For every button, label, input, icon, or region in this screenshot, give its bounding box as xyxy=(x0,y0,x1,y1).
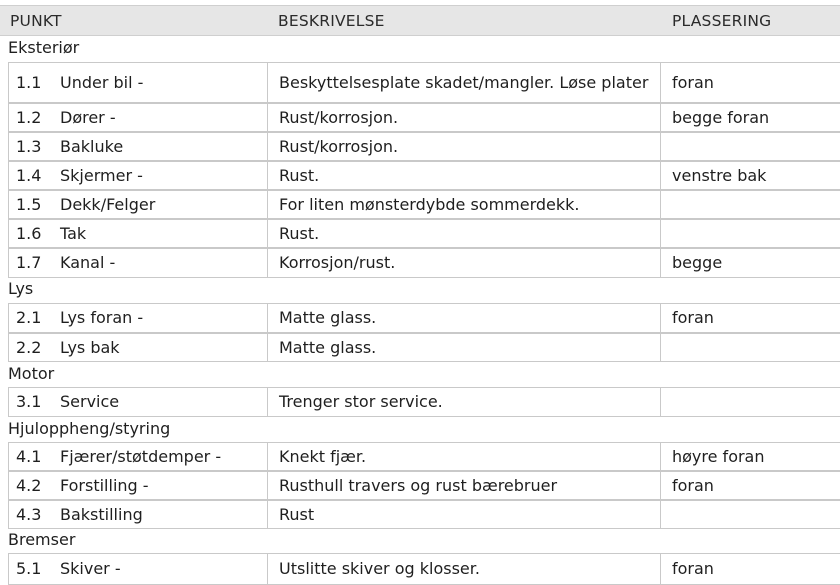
cell-loc: venstre bak xyxy=(672,166,767,185)
table-row xyxy=(8,442,840,471)
table-row xyxy=(8,62,840,103)
column-divider xyxy=(660,104,661,131)
column-divider xyxy=(267,104,268,131)
column-divider xyxy=(267,554,268,584)
cell-name: Skjermer - xyxy=(60,166,143,185)
cell-num: 1.5 xyxy=(16,195,42,214)
column-divider xyxy=(267,501,268,528)
cell-num: 4.3 xyxy=(16,505,42,524)
cell-num: 1.6 xyxy=(16,224,42,243)
cell-desc: Rusthull travers og rust bærebruer xyxy=(279,476,558,495)
column-divider xyxy=(660,443,661,470)
cell-name: Skiver - xyxy=(60,559,121,578)
section-title: Hjuloppheng/styring xyxy=(8,419,171,438)
column-divider xyxy=(267,443,268,470)
table-row xyxy=(8,248,840,278)
cell-desc: Trenger stor service. xyxy=(279,392,443,411)
header-punkt: PUNKT xyxy=(10,12,62,30)
cell-name: Fjærer/støtdemper - xyxy=(60,447,222,466)
column-divider xyxy=(660,220,661,247)
cell-name: Lys foran - xyxy=(60,308,144,327)
cell-name: Under bil - xyxy=(60,73,144,92)
section-title: Lys xyxy=(8,279,34,298)
column-divider xyxy=(660,162,661,189)
cell-desc: Rust. xyxy=(279,224,320,243)
column-divider xyxy=(660,554,661,584)
table-row xyxy=(8,219,840,248)
cell-name: Bakluke xyxy=(60,137,124,156)
table-row xyxy=(8,333,840,362)
column-divider xyxy=(267,133,268,160)
cell-desc: Knekt fjær. xyxy=(279,447,367,466)
column-divider xyxy=(660,304,661,332)
column-divider xyxy=(267,304,268,332)
cell-num: 4.1 xyxy=(16,447,42,466)
cell-num: 2.2 xyxy=(16,338,42,357)
cell-name: Bakstilling xyxy=(60,505,143,524)
column-divider xyxy=(660,334,661,361)
column-divider xyxy=(267,334,268,361)
column-divider xyxy=(267,191,268,218)
column-divider xyxy=(267,63,268,102)
cell-name: Lys bak xyxy=(60,338,120,357)
column-divider xyxy=(660,472,661,499)
cell-loc: foran xyxy=(672,308,714,327)
column-divider xyxy=(660,501,661,528)
cell-desc: Rust. xyxy=(279,166,320,185)
table-row xyxy=(8,387,840,417)
cell-num: 1.7 xyxy=(16,253,42,272)
cell-desc: Rust/korrosjon. xyxy=(279,108,399,127)
header-plassering: PLASSERING xyxy=(672,12,772,30)
cell-num: 1.3 xyxy=(16,137,42,156)
cell-loc: begge foran xyxy=(672,108,770,127)
section-title: Bremser xyxy=(8,530,76,549)
table-row xyxy=(8,553,840,585)
cell-desc: Matte glass. xyxy=(279,308,377,327)
table-row xyxy=(8,500,840,529)
section-title: Eksteriør xyxy=(8,38,80,57)
cell-name: Dekk/Felger xyxy=(60,195,156,214)
column-divider xyxy=(660,133,661,160)
cell-loc: høyre foran xyxy=(672,447,765,466)
cell-name: Forstilling - xyxy=(60,476,149,495)
column-divider xyxy=(267,162,268,189)
cell-desc: For liten mønsterdybde sommerdekk. xyxy=(279,195,580,214)
cell-desc: Matte glass. xyxy=(279,338,377,357)
column-divider xyxy=(267,472,268,499)
cell-num: 1.1 xyxy=(16,73,42,92)
table-row xyxy=(8,103,840,132)
table-row xyxy=(8,471,840,500)
cell-desc: Utslitte skiver og klosser. xyxy=(279,559,480,578)
cell-name: Kanal - xyxy=(60,253,116,272)
cell-name: Dører - xyxy=(60,108,116,127)
cell-num: 5.1 xyxy=(16,559,42,578)
table-row xyxy=(8,161,840,190)
cell-loc: foran xyxy=(672,73,714,92)
cell-name: Tak xyxy=(60,224,87,243)
cell-loc: foran xyxy=(672,559,714,578)
table-row xyxy=(8,303,840,333)
cell-num: 1.2 xyxy=(16,108,42,127)
column-divider xyxy=(660,191,661,218)
table-row xyxy=(8,132,840,161)
cell-num: 2.1 xyxy=(16,308,42,327)
column-divider xyxy=(267,249,268,277)
table-header xyxy=(0,5,840,36)
cell-name: Service xyxy=(60,392,120,411)
column-divider xyxy=(660,63,661,102)
cell-num: 4.2 xyxy=(16,476,42,495)
column-divider xyxy=(267,388,268,416)
cell-desc: Korrosjon/rust. xyxy=(279,253,396,272)
section-title: Motor xyxy=(8,364,55,383)
cell-num: 1.4 xyxy=(16,166,42,185)
cell-loc: foran xyxy=(672,476,714,495)
cell-desc: Beskyttelsesplate skadet/mangler. Løse plater xyxy=(279,73,649,92)
column-divider xyxy=(660,388,661,416)
cell-desc: Rust/korrosjon. xyxy=(279,137,399,156)
column-divider xyxy=(660,249,661,277)
cell-desc: Rust xyxy=(279,505,315,524)
column-divider xyxy=(267,220,268,247)
table-row xyxy=(8,190,840,219)
cell-loc: begge xyxy=(672,253,723,272)
header-beskrivelse: BESKRIVELSE xyxy=(278,12,385,30)
cell-num: 3.1 xyxy=(16,392,42,411)
